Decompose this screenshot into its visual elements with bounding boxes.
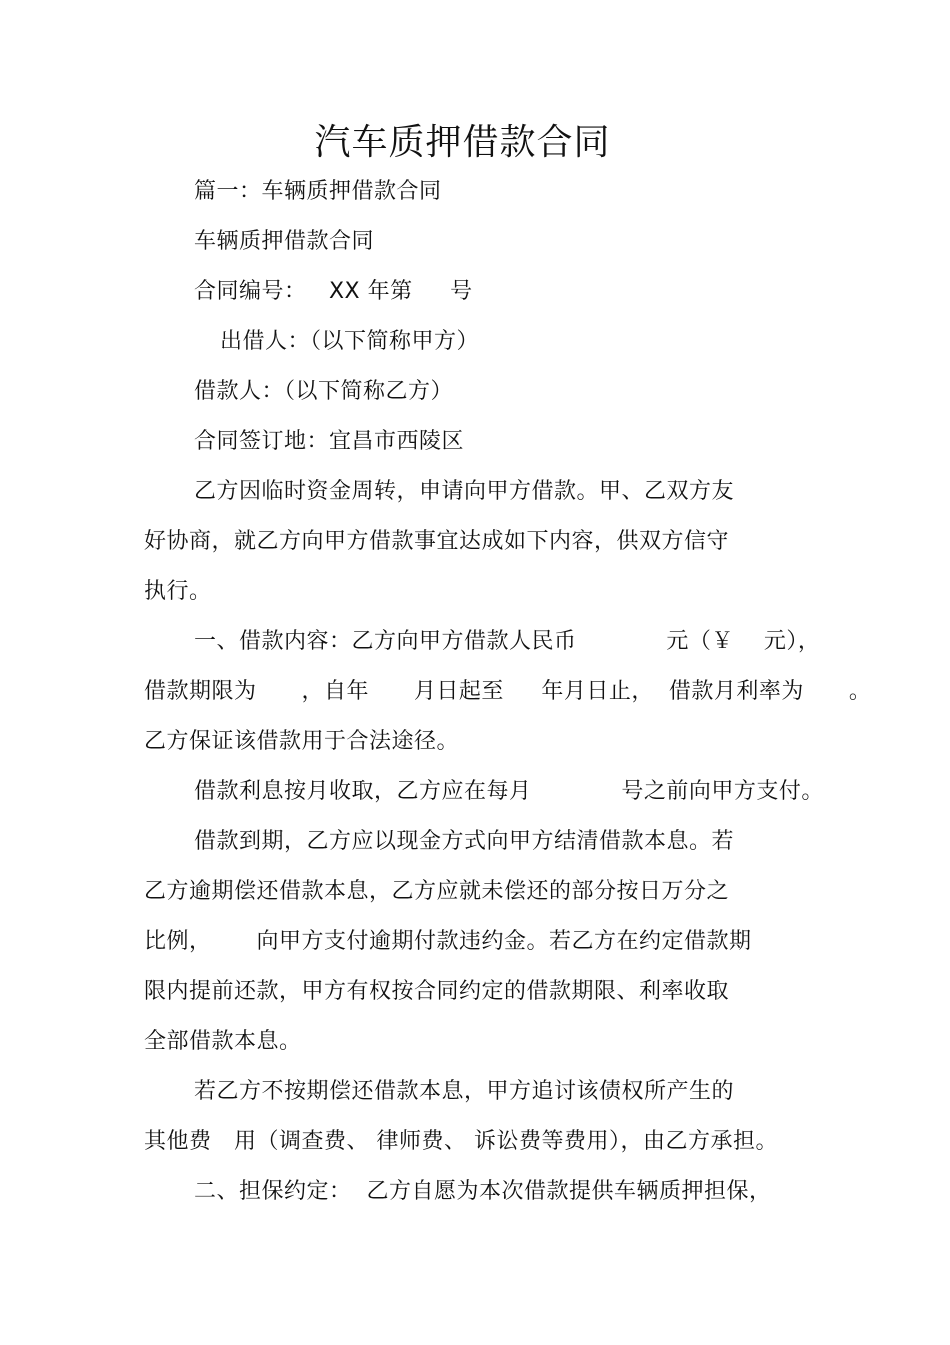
paragraph-line: 借款到期，乙方应以现金方式向甲方结清借款本息。若 — [194, 829, 735, 854]
paragraph-line: 乙方保证该借款用于合法途径。 — [144, 729, 460, 754]
contract-name: 车辆质押借款合同 — [194, 229, 375, 254]
document-title: 汽车质押借款合同 — [314, 122, 611, 163]
paragraph-line: 乙方逾期偿还借款本息，乙方应就未偿还的部分按日万分之 — [144, 879, 730, 904]
lender-line: 出借人：（以下简称甲方） — [220, 329, 480, 354]
paragraph-line: 执行。 — [144, 579, 212, 604]
contract-number: 合同编号： XX 年第 号 — [194, 279, 473, 304]
clause-loan-content: 一、借款内容：乙方向甲方借款人民币 元（￥ 元）， — [194, 629, 821, 654]
paragraph-line: 借款利息按月收取，乙方应在每月 号之前向甲方支付。 — [194, 779, 824, 804]
paragraph-line: 好协商，就乙方向甲方借款事宜达成如下内容，供双方信守 — [144, 529, 730, 554]
paragraph-line: 比例， 向甲方支付逾期付款违约金。若乙方在约定借款期 — [144, 929, 752, 954]
section-heading: 篇一：车辆质押借款合同 — [194, 179, 442, 204]
paragraph-line: 借款期限为 ，自年 月日起至 年月日止， 借款月利率为 。 — [144, 679, 872, 704]
clause-guarantee: 二、担保约定： 乙方自愿为本次借款提供车辆质押担保， — [194, 1179, 772, 1204]
paragraph-line: 乙方因临时资金周转，申请向甲方借款。甲、乙双方友 — [194, 479, 735, 504]
paragraph-line: 限内提前还款，甲方有权按合同约定的借款期限、利率收取 — [144, 979, 730, 1004]
paragraph-line: 若乙方不按期偿还借款本息，甲方追讨该债权所产生的 — [194, 1079, 735, 1104]
borrower-line: 借款人：（以下简称乙方） — [194, 379, 454, 404]
signing-place: 合同签订地：宜昌市西陵区 — [194, 429, 465, 454]
paragraph-line: 全部借款本息。 — [144, 1029, 302, 1054]
paragraph-line: 其他费 用（调查费、 律师费、 诉讼费等费用），由乙方承担。 — [144, 1129, 778, 1154]
